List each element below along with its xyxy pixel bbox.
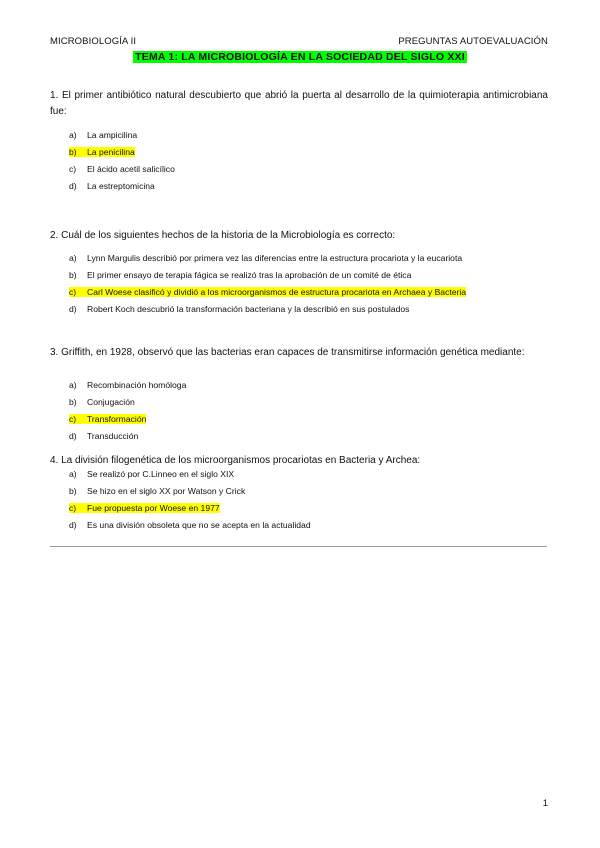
option-text: Transducción xyxy=(87,431,139,441)
option-c xyxy=(69,500,311,517)
option-text: Es una división obsoleta que no se acepta en la actualidad xyxy=(87,520,311,530)
option-letter: b) xyxy=(69,486,77,496)
option-text-correct: Fue propuesta por Woese en 1977 xyxy=(87,503,220,513)
option-text-correct: Transformación xyxy=(87,414,147,424)
option-letter: a) xyxy=(69,380,77,390)
option-letter: a) xyxy=(69,130,77,140)
option-letter: a) xyxy=(69,253,77,263)
option-text-correct: La penicilina xyxy=(87,147,135,157)
option-c xyxy=(69,411,186,428)
page-number: 1 xyxy=(542,798,548,809)
option-text: Conjugación xyxy=(87,397,135,407)
option-letter: d) xyxy=(69,181,77,191)
header-section: PREGUNTAS AUTOEVALUACIÓN xyxy=(398,36,548,47)
option-text: Robert Koch descubrió la transformación bacteriana y la describió en sus postulados xyxy=(87,304,410,314)
option-letter: c) xyxy=(69,414,77,424)
option-letter: b) xyxy=(69,397,77,407)
question-3-options xyxy=(69,377,186,445)
section-divider xyxy=(50,546,547,547)
document-title xyxy=(0,51,600,63)
option-a xyxy=(69,377,186,394)
question-2-text: 2. Cuál de los siguientes hechos de la historia de la Microbiología es correcto: xyxy=(50,230,396,241)
question-2-options xyxy=(69,250,466,318)
option-a xyxy=(69,127,175,144)
header-subject: MICROBIOLOGÍA II xyxy=(50,36,137,47)
option-letter: c) xyxy=(69,503,77,513)
option-text: La ampicilina xyxy=(87,130,138,140)
option-text: El ácido acetil salicílico xyxy=(87,164,175,174)
option-d xyxy=(69,517,311,534)
question-1-text: 1. El primer antibiótico natural descubierto que abrió la puerta al desarrollo de la quimioterapia antimicrobiana fue: xyxy=(50,90,548,117)
option-b xyxy=(69,394,186,411)
question-4-text: 4. La división filogenética de los microorganismos procariotas en Bacteria y Archea: xyxy=(50,455,421,466)
option-b xyxy=(69,483,311,500)
question-3-text: 3. Griffith, en 1928, observó que las bacterias eran capaces de transmitirse información genética mediante: xyxy=(50,347,525,358)
option-d xyxy=(69,428,186,445)
option-text: Se realizó por C.Linneo en el siglo XIX xyxy=(87,469,235,479)
option-letter: b) xyxy=(69,270,77,280)
option-letter: d) xyxy=(69,304,77,314)
option-text: El primer ensayo de terapia fágica se realizó tras la aprobación de un comité de ética xyxy=(87,270,412,280)
option-d xyxy=(69,178,175,195)
option-b xyxy=(69,144,175,161)
question-4-options xyxy=(69,466,311,534)
option-letter: c) xyxy=(69,164,77,174)
option-letter: b) xyxy=(69,147,77,157)
option-c xyxy=(69,284,466,301)
option-d xyxy=(69,301,466,318)
option-letter: d) xyxy=(69,431,77,441)
option-text-correct: Carl Woese clasificó y dividió a los microorganismos de estructura procariota en Archaea y Bacteria xyxy=(87,287,467,297)
option-letter: a) xyxy=(69,469,77,479)
option-text: La estreptomicina xyxy=(87,181,155,191)
document-title-text: TEMA 1: LA MICROBIOLOGÍA EN LA SOCIEDAD DEL SIGLO XXI xyxy=(135,51,465,63)
option-text: Lynn Margulis describió por primera vez las diferencias entre la estructura procariota y la eucariota xyxy=(87,253,463,263)
option-text: Recombinación homóloga xyxy=(87,380,187,390)
option-b xyxy=(69,267,466,284)
question-1-options xyxy=(69,127,175,195)
option-a xyxy=(69,250,466,267)
option-letter: c) xyxy=(69,287,77,297)
option-c xyxy=(69,161,175,178)
option-letter: d) xyxy=(69,520,77,530)
option-a xyxy=(69,466,311,483)
option-text: Se hizo en el siglo XX por Watson y Crick xyxy=(87,486,246,496)
